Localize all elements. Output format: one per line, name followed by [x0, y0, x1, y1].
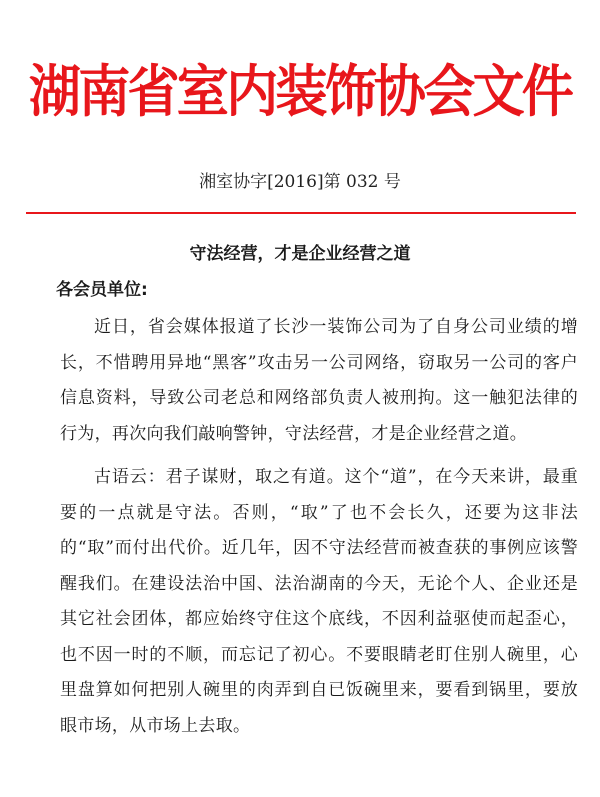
document-number: 湘室协字[2016]第 032 号 — [199, 172, 401, 192]
header-divider — [26, 212, 576, 214]
paragraph-1: 近日，省会媒体报道了长沙一装饰公司为了自身公司业绩的增长，不惜聘用异地“黑客”攻击另一公司网络，窃取另一公司的客户信息资料，导致公司老总和网络部负责人被刑拘。这一触犯法律的行为，再次向我们敲响警钟，守法经营，才是企业经营之道。 — [60, 317, 578, 444]
document-title: 守法经营，才是企业经营之道 — [189, 244, 411, 264]
paragraph-2: 古语云：君子谋财，取之有道。这个“道”，在今天来讲，最重要的一点就是守法。否则，“取”了也不会长久，还要为这非法的“取”而付出代价。近几年，因不守法经营而被查获的事例应该警醒我们。在建设法治中国、法治湖南的今天，无论个人、企业还是其它社会团体，都应始终守住这个底线，不因利益驱使而起歪心，也不因一时的不顺，而忘记了初心。不要眼睛老盯住别人碗里，心里盘算如何把别人碗里的肉弄到自已饭碗里来，要看到锅里，要放眼市场，从市场上去取。 — [60, 467, 578, 736]
salutation: 各会员单位: — [56, 280, 148, 300]
document-body — [60, 310, 578, 752]
masthead-title: 湖南省室内装饰协会文件 — [28, 60, 572, 125]
